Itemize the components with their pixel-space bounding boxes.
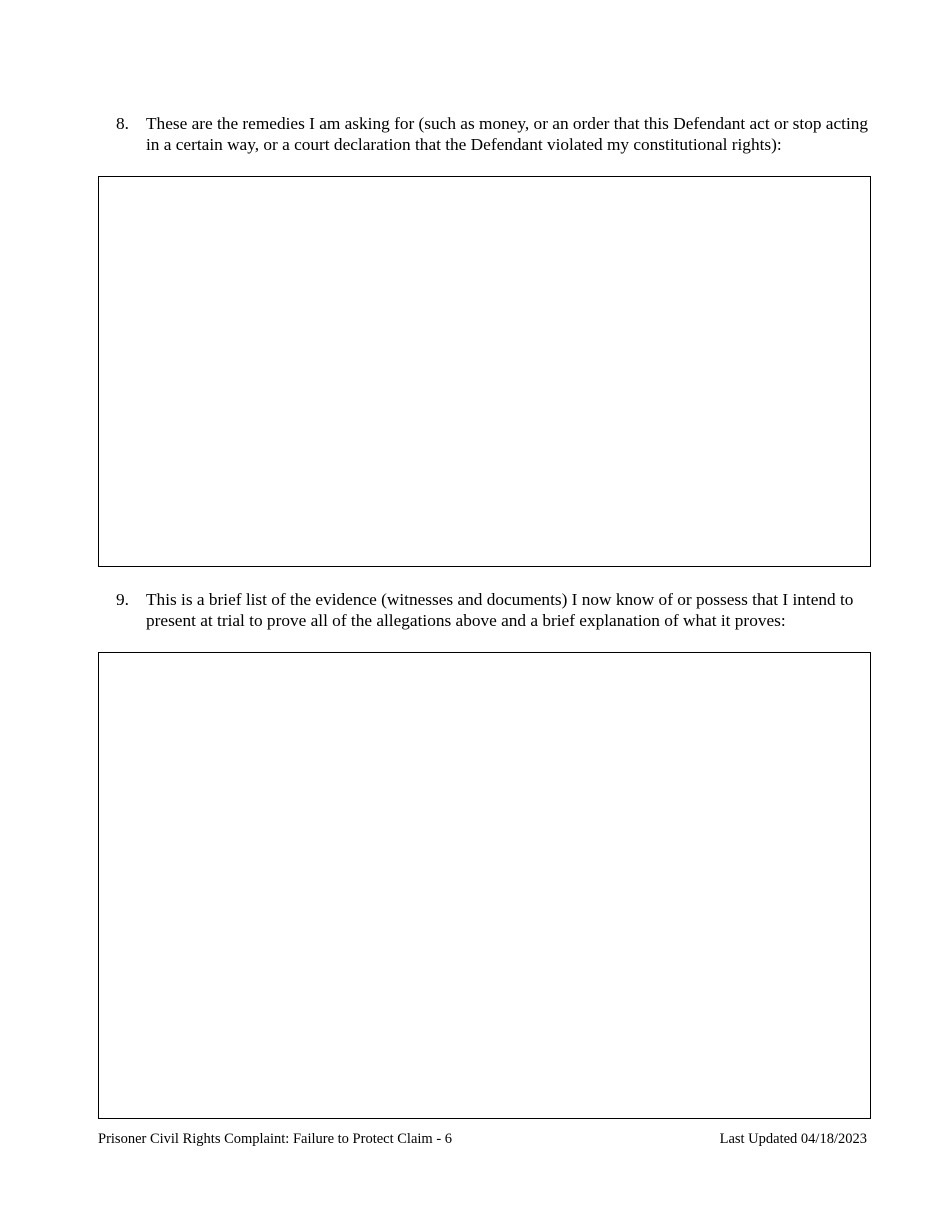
question-text: This is a brief list of the evidence (witnesses and documents) I now know of or possess that I intend to present at trial to prove all of the allegations above and a brief explanation of what it proves: bbox=[146, 590, 854, 630]
remedies-answer-box[interactable] bbox=[98, 176, 871, 567]
page-number: 6 bbox=[444, 1131, 453, 1147]
question-9 bbox=[116, 589, 876, 631]
footer-title-text: Prisoner Civil Rights Complaint: Failure to Protect Claim - bbox=[98, 1131, 442, 1147]
footer-title bbox=[98, 1130, 452, 1148]
question-number: 8. bbox=[116, 114, 129, 133]
last-updated: Last Updated 04/18/2023 bbox=[719, 1131, 867, 1147]
question-text: These are the remedies I am asking for (such as money, or an order that this Defendant act or stop acting in a certain way, or a court declaration that the Defendant violated my constitutional rights): bbox=[146, 114, 869, 154]
question-number: 9. bbox=[116, 590, 129, 609]
question-8 bbox=[116, 113, 876, 155]
evidence-answer-box[interactable] bbox=[98, 652, 871, 1119]
